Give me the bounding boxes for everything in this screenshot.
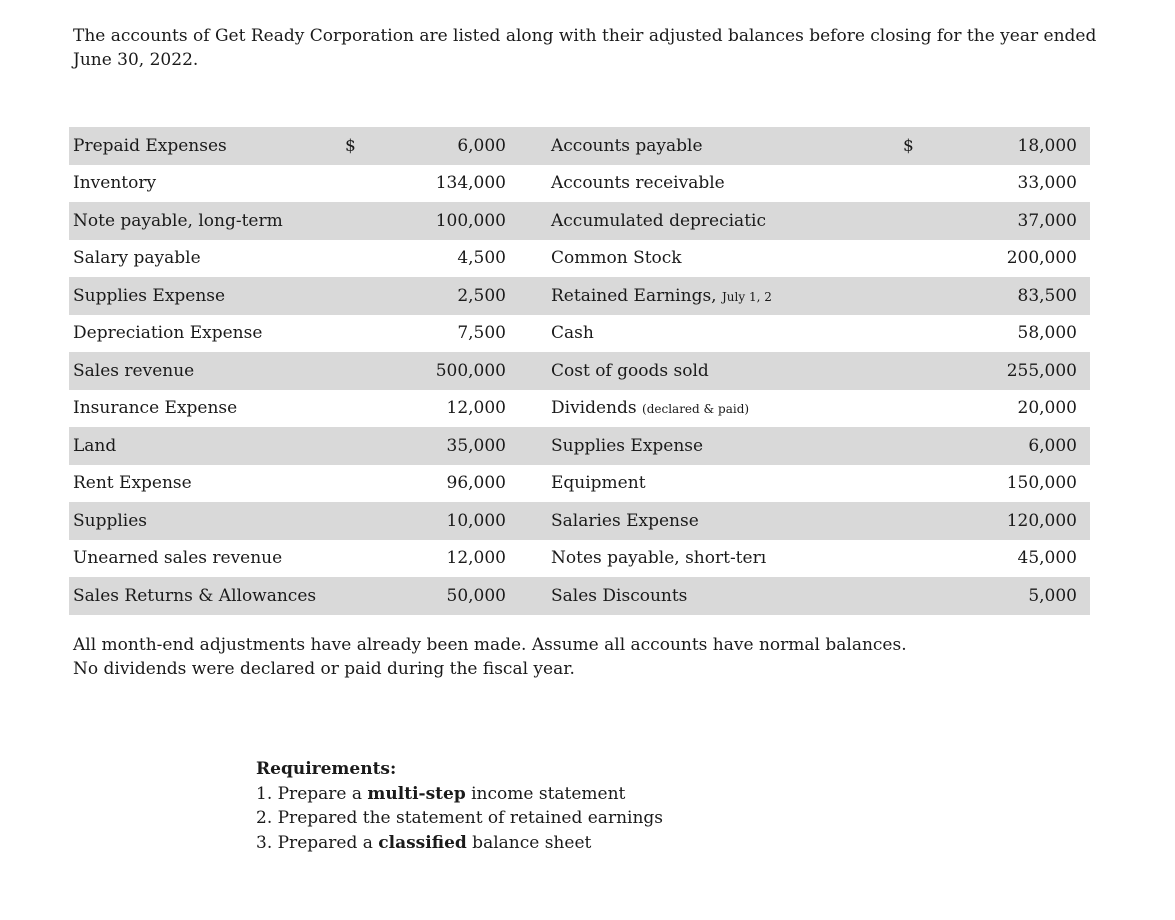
right-account-cell	[506, 427, 903, 465]
right-account-cell	[506, 577, 903, 615]
right-account-cell	[506, 277, 903, 315]
right-account-note: (declared & paid)	[642, 402, 750, 417]
right-dollar-sign	[903, 315, 933, 353]
right-account-balance: 83,500	[933, 277, 1090, 315]
right-dollar-sign	[903, 540, 933, 578]
right-account-name: Salaries Expense	[551, 510, 699, 531]
right-account-name: Equipment	[551, 473, 646, 494]
right-account-balance: 6,000	[933, 427, 1090, 465]
right-account-balance: 150,000	[1006, 473, 1077, 494]
right-account-balance: 33,000	[1017, 173, 1077, 194]
right-dollar-sign	[903, 240, 933, 278]
left-dollar-sign	[345, 202, 405, 240]
right-account-cell	[506, 202, 903, 240]
note-line-1: All month-end adjustments have already been made. Assume all accounts have normal balances.	[73, 635, 907, 655]
left-dollar-sign	[345, 390, 405, 428]
left-account-name: Note payable, long-term	[69, 202, 345, 240]
right-account-name: Cash	[551, 323, 594, 344]
left-account-balance: 134,000	[435, 173, 506, 194]
requirements-heading: Requirements:	[256, 759, 397, 779]
left-dollar-sign	[345, 465, 405, 503]
right-account-name: Accounts payable	[551, 135, 703, 156]
left-account-name: Unearned sales revenue	[73, 548, 283, 569]
left-account-name: Inventory	[73, 173, 157, 194]
right-account-balance: 20,000	[1017, 398, 1077, 419]
requirement-1	[256, 782, 663, 807]
adjustments-note	[73, 633, 907, 681]
accounts-table-body	[69, 127, 1090, 615]
account-row	[69, 502, 1090, 540]
right-account-name: Common Stock	[551, 248, 682, 269]
left-account-name: Land	[69, 427, 345, 465]
left-account-name: Depreciation Expense	[73, 323, 263, 344]
right-dollar-sign	[903, 577, 933, 615]
left-account-balance: 4,500	[457, 248, 506, 269]
requirement-1-emphasis: multi-step	[367, 783, 466, 804]
requirements-block	[256, 757, 663, 855]
intro-paragraph: The accounts of Get Ready Corporation are listed along with their adjusted balances before closing for the year ended June 30, 2022.	[73, 26, 1097, 70]
left-account-name: Salary payable	[73, 248, 201, 269]
right-account-cell	[506, 540, 903, 578]
right-dollar-sign	[903, 165, 933, 203]
requirement-2: 2. Prepared the statement of retained earnings	[256, 808, 664, 828]
note-line-2: No dividends were declared or paid during the fiscal year.	[73, 659, 575, 679]
right-dollar-sign: $	[903, 127, 933, 165]
right-account-cell	[506, 165, 903, 203]
account-row	[69, 277, 1090, 315]
right-dollar-sign	[903, 352, 933, 390]
right-dollar-sign	[903, 390, 933, 428]
left-dollar-sign	[345, 502, 405, 540]
account-row	[69, 577, 1090, 615]
left-account-name: Supplies	[69, 502, 345, 540]
left-account-balance: 50,000	[405, 577, 506, 615]
left-dollar-sign	[345, 315, 405, 353]
left-account-balance: 6,000	[405, 127, 506, 165]
right-account-cell	[506, 465, 903, 503]
account-row	[69, 465, 1090, 503]
right-account-balance: 200,000	[1006, 248, 1077, 269]
left-dollar-sign	[345, 427, 405, 465]
left-dollar-sign	[345, 577, 405, 615]
right-account-cell	[506, 502, 903, 540]
right-account-cell	[506, 315, 903, 353]
account-row	[69, 390, 1090, 428]
account-row	[69, 315, 1090, 353]
requirement-3	[256, 831, 663, 856]
left-account-balance: 7,500	[457, 323, 506, 344]
account-row	[69, 127, 1090, 165]
left-account-balance: 12,000	[446, 398, 506, 419]
right-account-balance: 5,000	[933, 577, 1090, 615]
left-account-name: Prepaid Expenses	[69, 127, 345, 165]
requirement-3-prefix: 3. Prepared a	[256, 832, 379, 853]
account-row	[69, 165, 1090, 203]
right-account-balance: 18,000	[933, 127, 1090, 165]
right-account-name: Dividends	[551, 398, 637, 419]
right-account-balance: 255,000	[933, 352, 1090, 390]
left-account-balance: 10,000	[405, 502, 506, 540]
left-dollar-sign	[345, 540, 405, 578]
right-account-balance: 45,000	[1017, 548, 1077, 569]
right-dollar-sign	[903, 502, 933, 540]
left-account-name: Insurance Expense	[73, 398, 238, 419]
left-account-name: Sales Returns & Allowances	[69, 577, 345, 615]
account-row	[69, 352, 1090, 390]
right-account-name: Accounts receivable	[551, 173, 725, 194]
account-row	[69, 427, 1090, 465]
right-account-name: Cost of goods sold	[551, 360, 709, 381]
right-account-cell	[506, 390, 903, 428]
left-account-name: Sales revenue	[69, 352, 345, 390]
left-dollar-sign	[345, 352, 405, 390]
right-dollar-sign	[903, 277, 933, 315]
left-account-balance: 500,000	[405, 352, 506, 390]
right-account-cell	[506, 352, 903, 390]
right-account-balance: 58,000	[1017, 323, 1077, 344]
right-account-cell	[506, 127, 903, 165]
right-account-name: Accumulated depreciatic	[551, 210, 766, 231]
right-dollar-sign	[903, 465, 933, 503]
left-dollar-sign	[345, 277, 405, 315]
left-dollar-sign	[345, 165, 405, 203]
left-dollar-sign: $	[345, 127, 405, 165]
right-account-balance: 37,000	[933, 202, 1090, 240]
left-account-name: Rent Expense	[73, 473, 192, 494]
left-account-balance: 100,000	[405, 202, 506, 240]
requirement-1-suffix: income statement	[465, 783, 626, 804]
right-dollar-sign	[903, 202, 933, 240]
left-account-name: Supplies Expense	[69, 277, 345, 315]
left-account-balance: 12,000	[446, 548, 506, 569]
requirement-3-suffix: balance sheet	[466, 832, 592, 853]
right-account-balance: 120,000	[933, 502, 1090, 540]
right-dollar-sign	[903, 427, 933, 465]
right-account-name: Notes payable, short-terı	[551, 548, 767, 569]
requirement-1-prefix: 1. Prepare a	[256, 783, 368, 804]
right-account-name: Retained Earnings,	[551, 285, 717, 306]
right-account-name: Supplies Expense	[551, 435, 704, 456]
right-account-note: July 1, 2	[721, 289, 772, 304]
account-row	[69, 240, 1090, 278]
right-account-name: Sales Discounts	[551, 585, 688, 606]
left-account-balance: 96,000	[446, 473, 506, 494]
account-row	[69, 202, 1090, 240]
left-dollar-sign	[345, 240, 405, 278]
left-account-balance: 35,000	[405, 427, 506, 465]
requirement-3-emphasis: classified	[378, 832, 467, 853]
right-account-cell	[506, 240, 903, 278]
accounts-table	[69, 127, 1090, 615]
left-account-balance: 2,500	[405, 277, 506, 315]
account-row	[69, 540, 1090, 578]
